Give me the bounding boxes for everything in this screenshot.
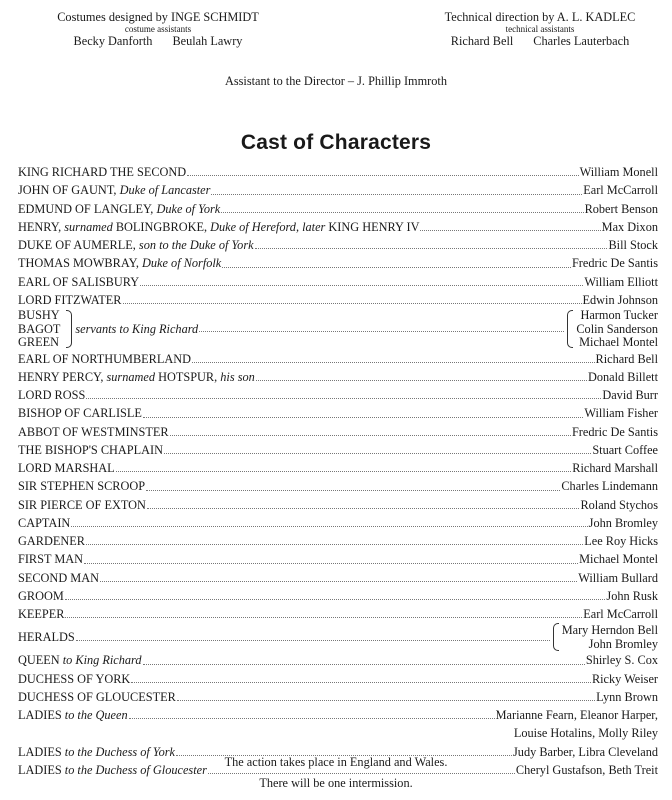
role-title: EARL OF SALISBURY (18, 274, 140, 289)
actor-name: Max Dixon (601, 219, 658, 234)
dotted-leader (255, 248, 608, 249)
dotted-leader (116, 471, 572, 472)
cast-row (18, 309, 658, 350)
role-description: son to the Duke of York (138, 238, 254, 252)
dotted-leader (143, 417, 583, 418)
dotted-leader (222, 267, 571, 268)
dotted-leader (65, 599, 606, 600)
cast-row (18, 532, 658, 550)
left-brace (567, 310, 573, 348)
role-name (18, 404, 142, 422)
role-name (18, 200, 220, 218)
actor-name: John Bromley (588, 637, 658, 652)
role-title: LORD FITZWATER (18, 292, 122, 307)
actor-name (583, 605, 658, 623)
actor-name (596, 350, 659, 368)
actor-name: Shirley S. Cox (585, 653, 658, 668)
cast-row (18, 200, 658, 218)
role-title: EDMUND OF LANGLEY, (18, 201, 157, 216)
role-name (18, 514, 70, 532)
actor-name: Stuart Coffee (592, 442, 658, 457)
cast-row (18, 254, 658, 272)
role-name (18, 291, 122, 309)
dotted-leader (86, 544, 583, 545)
role-name (18, 496, 146, 514)
actor-name (584, 273, 658, 291)
dotted-leader (131, 682, 591, 683)
role-title: KEEPER (18, 607, 65, 621)
role-title: THOMAS MOWBRAY, (18, 256, 143, 271)
role-name (18, 350, 191, 368)
dotted-leader (123, 303, 582, 304)
role-title: SECOND MAN (18, 570, 99, 585)
actor-name: Fredric De Santis (571, 424, 658, 439)
dotted-leader (140, 285, 583, 286)
role-name (18, 163, 186, 181)
actor-name: Marianne Fearn, Eleanor Harper, (495, 708, 658, 722)
actor-name (596, 688, 658, 706)
costume-assistant: Becky Danforth (73, 34, 153, 48)
role-title: HERALDS (18, 630, 75, 645)
technical-assistant: Richard Bell (450, 34, 514, 48)
dotted-leader (143, 664, 585, 665)
cast-row (18, 477, 658, 495)
actor-name: Charles Lindemann (561, 479, 658, 494)
cast-row (18, 423, 658, 441)
role-title: LORD MARSHAL (18, 461, 115, 475)
technical-credits (420, 10, 660, 49)
actor-name: Michael Montel (579, 335, 658, 349)
dotted-leader (164, 453, 591, 454)
dotted-leader (84, 563, 578, 564)
cast-list (18, 163, 658, 779)
cast-row (18, 350, 658, 368)
dotted-leader (192, 362, 594, 363)
dotted-leader (420, 230, 600, 231)
dotted-leader (221, 212, 583, 213)
actor-name (586, 651, 658, 669)
actor-name: Donald Billett (587, 369, 658, 384)
role-title: LADIES (18, 762, 65, 777)
actor-name: John Bromley (588, 515, 658, 530)
actor-name (606, 587, 658, 605)
cast-row (18, 651, 658, 669)
right-brace (66, 310, 72, 348)
actor-name: Louise Hotalins, Molly Riley (513, 726, 658, 741)
costume-assistants-label: costume assistants (124, 24, 192, 34)
role-title: SIR STEPHEN SCROOP (18, 479, 146, 494)
role-title: BOLINGBROKE, (112, 219, 211, 234)
role-description: to the Queen (64, 708, 128, 722)
role-title: LADIES (18, 744, 65, 759)
cast-row (18, 404, 658, 422)
actor-name: John Rusk (606, 588, 658, 603)
actor-name: Harmon Tucker (580, 308, 658, 322)
actor-name: Bill Stock (608, 238, 658, 252)
role-name (18, 688, 176, 706)
role-name (18, 651, 142, 669)
role-name (18, 368, 255, 386)
actor-name: Fredric De Santis (571, 256, 658, 271)
actor-name (580, 163, 658, 181)
cast-row (18, 496, 658, 514)
actor-name: Lee Roy Hicks (584, 534, 658, 548)
role-title: BISHOP OF CARLISLE (18, 406, 142, 421)
role-title: ABBOT OF WESTMINSTER (18, 424, 169, 439)
assistant-director: Assistant to the Director – J. Phillip Immroth (224, 74, 447, 88)
role-title: DUCHESS OF YORK (18, 671, 131, 686)
dotted-leader (76, 640, 550, 641)
role-title: THE BISHOP'S CHAPLAIN (18, 442, 164, 457)
actor-name (584, 404, 658, 422)
actor-name: Roland Stychos (580, 497, 658, 512)
role-description: Duke of Hereford, later (210, 219, 326, 234)
actor-name: Richard Bell (595, 351, 658, 366)
dotted-leader (100, 581, 577, 582)
role-title: SIR PIERCE OF EXTON (18, 497, 146, 512)
cast-row (18, 459, 658, 477)
costume-assistant: Beulah Lawry (172, 34, 243, 48)
actor-name: Edwin Johnson (582, 292, 658, 307)
role-name (18, 236, 254, 254)
role-description: to the Duchess of Gloucester (64, 762, 207, 777)
dotted-leader (256, 380, 587, 381)
actor-name: William Bullard (578, 570, 658, 585)
role-description: to King Richard (62, 653, 142, 668)
role-description: Duke of Lancaster (119, 183, 211, 198)
left-brace (553, 623, 559, 651)
dotted-leader (71, 526, 587, 527)
cast-row (18, 236, 658, 254)
role-name (18, 423, 169, 441)
cast-row (18, 218, 658, 236)
dotted-leader (211, 194, 582, 195)
actor-name (608, 236, 658, 254)
cast-row (18, 670, 658, 688)
role-name (18, 459, 115, 477)
role-title: JOHN OF GAUNT, (18, 183, 120, 198)
actor-name: Michael Montel (579, 552, 658, 567)
actor-name (583, 181, 658, 199)
actor-name (579, 550, 658, 568)
role-title: HENRY, (18, 219, 65, 234)
cast-row (18, 550, 658, 568)
role-title: QUEEN (18, 653, 63, 668)
role-title: KING HENRY IV (325, 219, 420, 234)
actor-name: Cheryl Gustafson, Beth Treit (515, 762, 658, 777)
role-name: BAGOT (18, 321, 61, 336)
actor-name: William Monell (579, 165, 658, 179)
actor-name (602, 218, 658, 236)
role-name (18, 532, 85, 550)
cast-row (18, 368, 658, 386)
actor-name: Mary Herndon Bell (561, 623, 658, 638)
role-title: CAPTAIN (18, 515, 71, 530)
role-title: LADIES (18, 708, 65, 722)
cast-row (18, 623, 658, 651)
role-name (18, 218, 419, 236)
actor-name (602, 386, 658, 404)
page-title: Cast of Characters (240, 131, 432, 154)
role-name (18, 706, 128, 724)
cast-row (18, 706, 658, 743)
actor-name: William Fisher (584, 406, 658, 421)
actor-name: Richard Marshall (572, 461, 658, 475)
cast-row (18, 291, 658, 309)
role-description: to the Duchess of York (64, 744, 176, 759)
role-description: surnamed (106, 369, 156, 384)
dotted-leader (170, 435, 571, 436)
actor-name (496, 706, 658, 743)
actor-name (561, 477, 658, 495)
actor-name (592, 441, 658, 459)
actor-name (580, 496, 658, 514)
actor-name (592, 670, 658, 688)
role-group (18, 309, 60, 350)
role-name (18, 254, 221, 272)
role-name (18, 477, 145, 495)
actor-name (584, 532, 658, 550)
dotted-leader (86, 398, 601, 399)
role-title: EARL OF NORTHUMBERLAND (18, 351, 192, 366)
role-title: LORD ROSS (18, 388, 86, 402)
role-title: FIRST MAN (18, 552, 84, 567)
cast-row (18, 273, 658, 291)
costume-designer: Costumes designed by INGE SCHMIDT (57, 10, 259, 24)
actor-group (562, 623, 658, 651)
footer (0, 752, 672, 794)
dotted-leader (187, 175, 578, 176)
role-name (18, 181, 210, 199)
role-name (18, 569, 99, 587)
role-name (18, 441, 163, 459)
role-name (18, 550, 83, 568)
role-description: his son (220, 369, 255, 384)
actor-name: William Elliott (584, 274, 658, 289)
role-description: servants to King Richard (75, 322, 199, 337)
actor-name: Ricky Weiser (591, 671, 658, 686)
actor-name (589, 514, 658, 532)
setting-note: The action takes place in England and Wales. (224, 755, 448, 769)
role-name (75, 320, 198, 338)
role-name (18, 628, 75, 646)
cast-row (18, 386, 658, 404)
role-title: KING RICHARD THE SECOND (18, 165, 187, 179)
actor-name: Lynn Brown (596, 689, 658, 704)
role-description: Duke of York (156, 201, 221, 216)
role-title: DUKE OF AUMERLE, (18, 238, 139, 252)
dotted-leader (199, 331, 564, 332)
dotted-leader (177, 700, 595, 701)
dotted-leader (65, 617, 582, 618)
role-title: HENRY PERCY, (18, 369, 107, 384)
role-name: GREEN (18, 335, 59, 349)
actor-name: Robert Benson (584, 201, 658, 216)
actor-name (572, 254, 658, 272)
role-name: BUSHY (18, 308, 60, 322)
role-name (18, 670, 130, 688)
cast-row (18, 569, 658, 587)
actor-name: Earl McCarroll (583, 183, 658, 198)
actor-name (578, 569, 658, 587)
cast-row (18, 587, 658, 605)
intermission-note: There will be one intermission. (259, 776, 413, 790)
dotted-leader (146, 490, 560, 491)
role-name (18, 386, 85, 404)
role-name (18, 587, 64, 605)
role-name (18, 273, 139, 291)
actor-name: Earl McCarroll (583, 607, 658, 621)
cast-row (18, 688, 658, 706)
technical-assistants-label: technical assistants (505, 24, 575, 34)
dotted-leader (147, 508, 580, 509)
technical-assistant: Charles Lauterbach (533, 34, 630, 48)
cast-row (18, 163, 658, 181)
cast-row (18, 181, 658, 199)
actor-name (585, 200, 658, 218)
role-title: DUCHESS OF GLOUCESTER (18, 689, 176, 704)
technical-director: Technical direction by A. L. KADLEC (444, 10, 636, 24)
cast-row (18, 441, 658, 459)
dotted-leader (129, 718, 495, 719)
role-name (18, 605, 64, 623)
costume-credits (38, 10, 278, 49)
actor-group (576, 309, 658, 350)
actor-name (572, 423, 658, 441)
role-title: HOTSPUR, (155, 369, 221, 384)
actor-name: David Burr (602, 388, 658, 402)
role-title: GROOM (18, 588, 64, 603)
role-description: surnamed (64, 219, 113, 234)
cast-row (18, 514, 658, 532)
actor-name: Judy Barber, Libra Cleveland (513, 744, 658, 759)
actor-name (572, 459, 658, 477)
actor-name (583, 291, 659, 309)
role-title: GARDENER (18, 534, 85, 548)
cast-row (18, 605, 658, 623)
role-description: Duke of Norfolk (142, 256, 222, 271)
actor-name (588, 368, 658, 386)
actor-name: Colin Sanderson (576, 321, 658, 336)
